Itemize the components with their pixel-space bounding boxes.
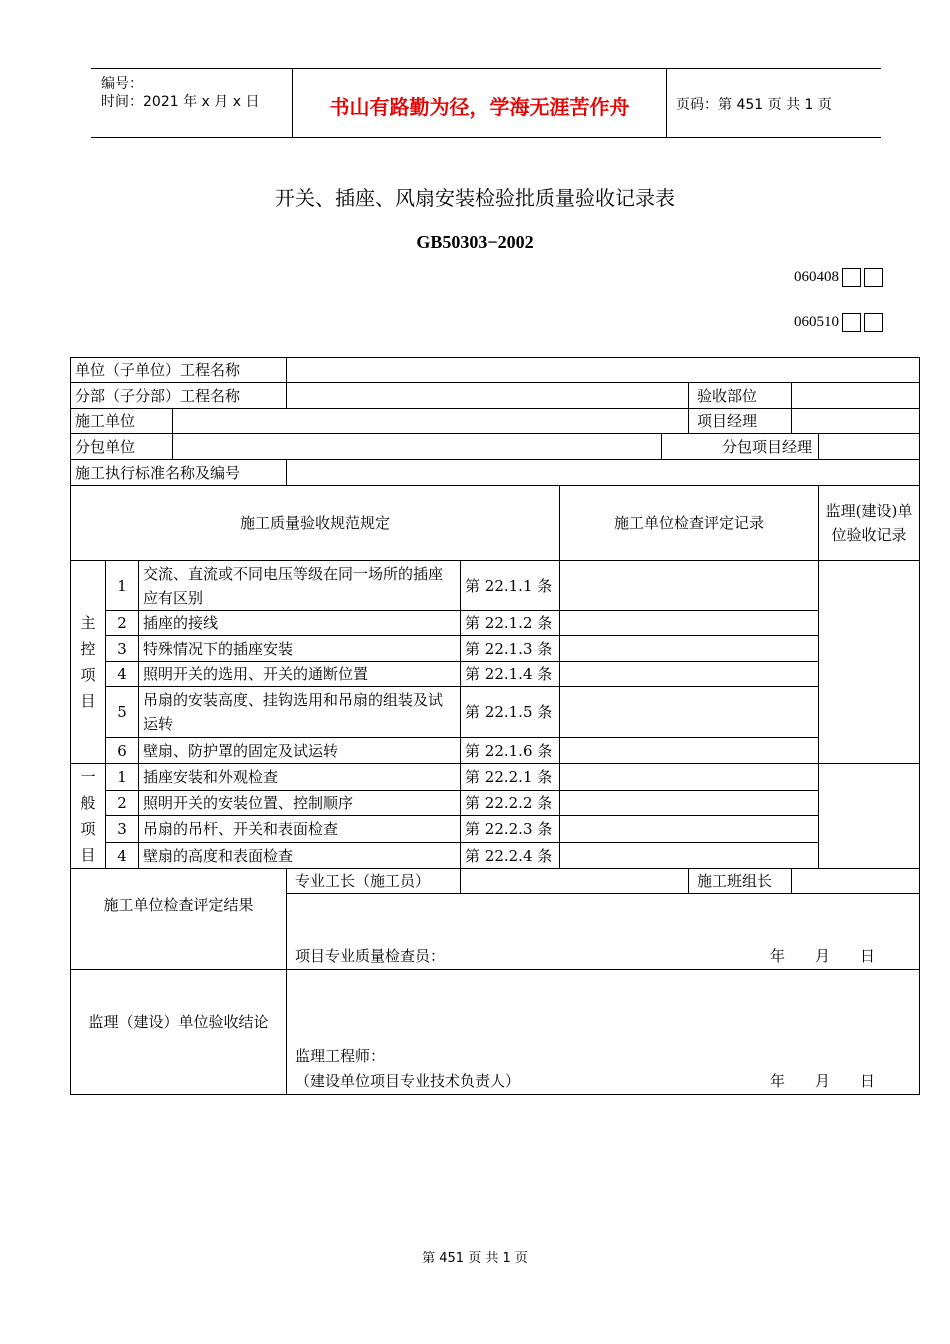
item-clause: 第 22.2.3 条 <box>461 816 560 843</box>
item-number: 1 <box>106 764 139 791</box>
form-code-2-text: 060510 <box>794 314 839 330</box>
project-manager-label: 项目经理 <box>689 409 792 434</box>
conclusion-body[interactable] <box>287 970 920 1095</box>
item-text: 壁扇的高度和表面检查 <box>139 843 461 869</box>
item-clause: 第 22.1.1 条 <box>461 561 560 611</box>
row-construction-unit <box>71 409 920 434</box>
header-slogan-cell <box>292 69 667 137</box>
row-conclusion <box>71 970 920 1095</box>
item-check-record[interactable] <box>560 764 819 791</box>
item-number: 4 <box>106 662 139 687</box>
row-standard-name <box>71 460 920 486</box>
item-clause: 第 22.1.2 条 <box>461 611 560 636</box>
slogan: 书山有路勤为径，学海无涯苦作舟 <box>329 95 630 119</box>
standard-name-value[interactable] <box>287 460 920 486</box>
table-row <box>71 738 920 764</box>
item-check-record[interactable] <box>560 687 819 738</box>
item-clause: 第 22.1.6 条 <box>461 738 560 764</box>
page-footer: 第 451 页 共 1 页 <box>422 1251 528 1266</box>
item-number: 5 <box>106 687 139 738</box>
acceptance-part-value[interactable] <box>792 383 920 409</box>
item-number: 1 <box>106 561 139 611</box>
subcontract-unit-value[interactable] <box>173 434 662 460</box>
row-unit-project <box>71 358 920 383</box>
checkbox[interactable] <box>842 268 861 287</box>
row-result-signers <box>71 869 920 894</box>
acceptance-part-label: 验收部位 <box>689 383 792 409</box>
row-subcontract <box>71 434 920 460</box>
item-check-record[interactable] <box>560 790 819 816</box>
time-label: 时间：2021 年 x 月 x 日 <box>101 94 260 110</box>
document-title: 开关、插座、风扇安装检验批质量验收记录表 <box>275 186 675 210</box>
general-group-label: 一般项目 <box>71 764 106 869</box>
code-label: 编号： <box>101 76 143 92</box>
construction-unit-value[interactable] <box>173 409 689 434</box>
table-row <box>71 636 920 662</box>
table-row <box>71 611 920 636</box>
sub-project-label: 分部（子分部）工程名称 <box>71 383 287 409</box>
item-clause: 第 22.1.5 条 <box>461 687 560 738</box>
foreman-value[interactable] <box>461 869 689 894</box>
check-record-header: 施工单位检查评定记录 <box>560 486 819 561</box>
table-row <box>71 764 920 791</box>
main-group-label: 主控项目 <box>71 561 106 764</box>
table-row <box>71 687 920 738</box>
standard-number: GB50303−2002 <box>416 232 534 252</box>
item-clause: 第 22.2.4 条 <box>461 843 560 869</box>
team-leader-value[interactable] <box>792 869 920 894</box>
item-check-record[interactable] <box>560 843 819 869</box>
item-number: 2 <box>106 611 139 636</box>
inspector-label: 项目专业质量检查员： <box>295 947 446 965</box>
unit-project-label: 单位（子单位）工程名称 <box>71 358 287 383</box>
table-row <box>71 790 920 816</box>
foreman-label: 专业工长（施工员） <box>287 869 461 894</box>
header-page-cell <box>666 69 881 137</box>
item-clause: 第 22.1.4 条 <box>461 662 560 687</box>
construction-unit-label: 施工单位 <box>71 409 173 434</box>
sub-project-value[interactable] <box>287 383 689 409</box>
conclusion-date: 年 月 日 <box>770 1072 876 1090</box>
item-number: 3 <box>106 636 139 662</box>
result-body[interactable] <box>287 894 920 970</box>
subcontract-manager-value[interactable] <box>819 434 920 460</box>
row-column-headers <box>71 486 920 561</box>
item-clause: 第 22.1.3 条 <box>461 636 560 662</box>
item-check-record[interactable] <box>560 611 819 636</box>
table-row <box>71 816 920 843</box>
project-manager-value[interactable] <box>792 409 920 434</box>
item-text: 照明开关的安装位置、控制顺序 <box>139 790 461 816</box>
item-check-record[interactable] <box>560 561 819 611</box>
general-supervisor-record[interactable] <box>819 764 920 869</box>
row-sub-project <box>71 383 920 409</box>
item-number: 2 <box>106 790 139 816</box>
checkbox[interactable] <box>842 313 861 332</box>
team-leader-label: 施工班组长 <box>689 869 792 894</box>
main-supervisor-record[interactable] <box>819 561 920 764</box>
subcontract-unit-label: 分包单位 <box>71 434 173 460</box>
item-text: 交流、直流或不同电压等级在同一场所的插座应有区别 <box>139 561 461 611</box>
engineer-label: 监理工程师： <box>295 1047 386 1065</box>
item-text: 吊扇的安装高度、挂钩选用和吊扇的组装及试运转 <box>139 687 461 738</box>
conclusion-label: 监理（建设）单位验收结论 <box>71 970 287 1095</box>
item-text: 特殊情况下的插座安装 <box>139 636 461 662</box>
item-text: 壁扇、防护罩的固定及试运转 <box>139 738 461 764</box>
header-meta <box>91 69 292 137</box>
unit-project-value[interactable] <box>287 358 920 383</box>
item-text: 插座安装和外观检查 <box>139 764 461 791</box>
item-check-record[interactable] <box>560 636 819 662</box>
checkbox[interactable] <box>864 313 883 332</box>
table-row <box>71 843 920 869</box>
item-text: 照明开关的选用、开关的通断位置 <box>139 662 461 687</box>
owner-rep-label: （建设单位项目专业技术负责人） <box>295 1072 521 1090</box>
item-text: 插座的接线 <box>139 611 461 636</box>
item-number: 4 <box>106 843 139 869</box>
standard-name-label: 施工执行标准名称及编号 <box>71 460 287 486</box>
result-date: 年 月 日 <box>770 947 876 965</box>
item-clause: 第 22.2.1 条 <box>461 764 560 791</box>
item-number: 3 <box>106 816 139 843</box>
item-check-record[interactable] <box>560 662 819 687</box>
checkbox[interactable] <box>864 268 883 287</box>
page-header <box>91 68 881 138</box>
item-check-record[interactable] <box>560 816 819 843</box>
item-text: 吊扇的吊杆、开关和表面检查 <box>139 816 461 843</box>
inspection-table <box>70 357 920 1095</box>
table-row <box>71 561 920 611</box>
subcontract-manager-label: 分包项目经理 <box>662 434 819 460</box>
spec-header: 施工质量验收规范规定 <box>71 486 560 561</box>
page-label: 页码：第 451 页 共 1 页 <box>676 97 832 113</box>
table-row <box>71 662 920 687</box>
item-number: 6 <box>106 738 139 764</box>
item-check-record[interactable] <box>560 738 819 764</box>
form-code-2 <box>794 313 883 332</box>
form-code-1 <box>794 268 883 287</box>
form-code-1-text: 060408 <box>794 269 839 285</box>
supervisor-record-header: 监理(建设)单位验收记录 <box>819 486 920 561</box>
result-label: 施工单位检查评定结果 <box>71 869 287 970</box>
item-clause: 第 22.2.2 条 <box>461 790 560 816</box>
